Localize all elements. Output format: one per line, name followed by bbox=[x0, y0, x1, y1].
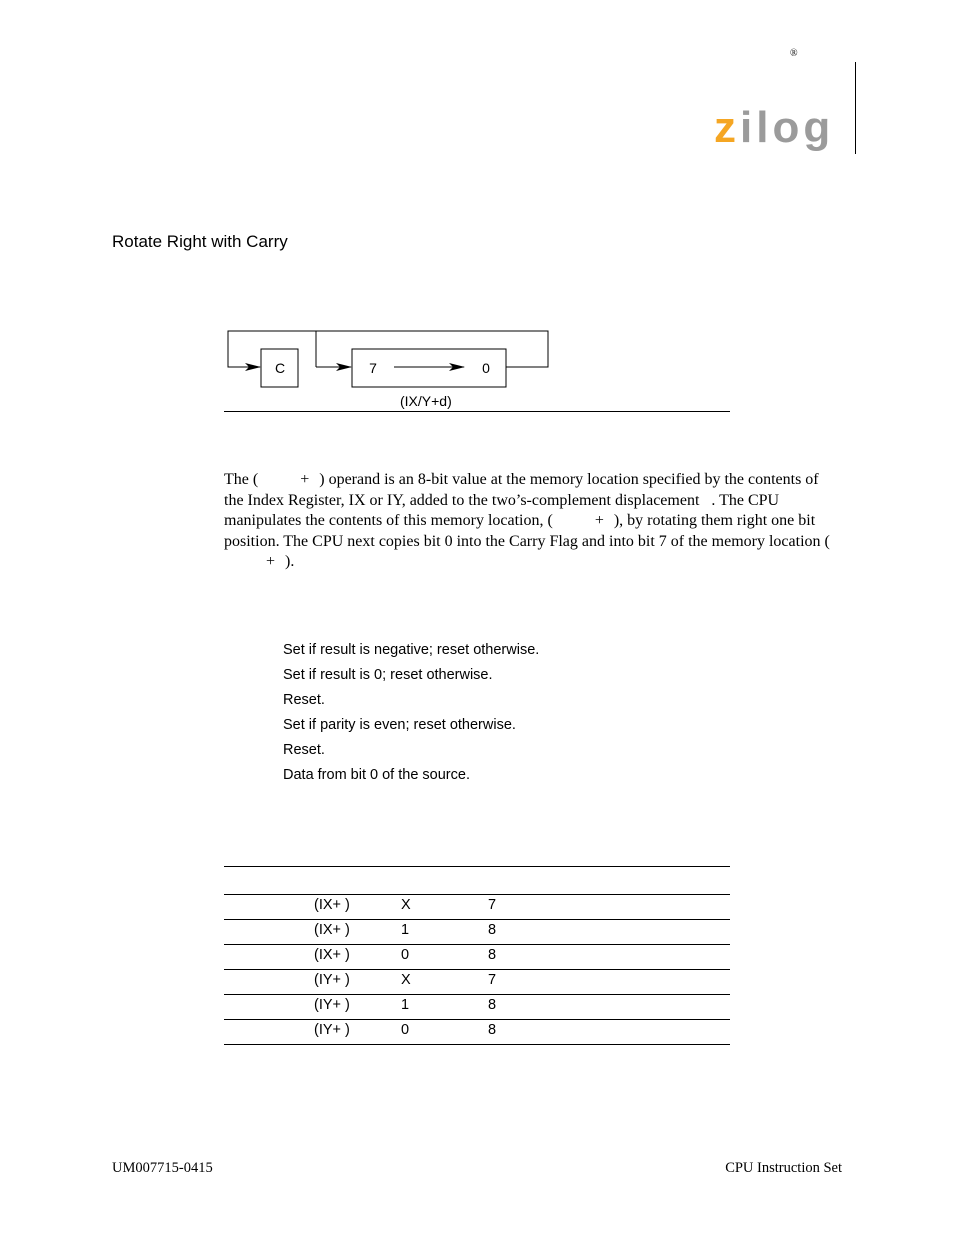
diagram-caption: (IX/Y+d) bbox=[400, 393, 452, 409]
table-row: (IX+ ) 1 8 bbox=[224, 920, 730, 945]
description-paragraph: The ( + ) operand is an 8-bit value at the memory location specified by the contents of the Index Register, IX or IY, added to the two’s-complement displacement . The CPU manipulates the contents of this memory location, ( + ), by rotating them right one bit position. The CPU next copies bit 0 into the Carry Flag and into bit 7 of the memory location (+ ). bbox=[224, 471, 830, 570]
header-divider bbox=[855, 62, 856, 154]
carry-label: C bbox=[274, 360, 286, 376]
flag-pv-effect: Set if parity is even; reset otherwise. bbox=[283, 717, 516, 733]
registered-mark: ® bbox=[790, 48, 798, 59]
rotate-diagram bbox=[220, 322, 740, 417]
table-row: (IY+ ) 1 8 bbox=[224, 995, 730, 1020]
footer-doc-id: UM007715-0415 bbox=[112, 1160, 213, 1176]
flag-s-effect: Set if result is negative; reset otherwise. bbox=[283, 642, 540, 658]
svg-text:zilog: zilog bbox=[714, 104, 835, 152]
table-row: (IY+ ) 0 8 bbox=[224, 1020, 730, 1045]
table-header bbox=[224, 866, 730, 895]
flag-h-effect: Reset. bbox=[283, 692, 325, 708]
flag-c-effect: Data from bit 0 of the source. bbox=[283, 767, 470, 783]
bit0-label: 0 bbox=[482, 360, 490, 376]
bit7-label: 7 bbox=[369, 360, 377, 376]
section-title: Rotate Right with Carry bbox=[112, 232, 288, 251]
flag-effects-list bbox=[283, 641, 539, 791]
table-row: (IX+ ) 0 8 bbox=[224, 945, 730, 970]
zilog-logo bbox=[714, 104, 844, 160]
flag-n-effect: Reset. bbox=[283, 742, 325, 758]
table-row: (IY+ ) X 7 bbox=[224, 970, 730, 995]
flag-z-effect: Set if result is 0; reset otherwise. bbox=[283, 667, 493, 683]
footer-section-name: CPU Instruction Set bbox=[725, 1160, 842, 1176]
timing-table bbox=[224, 866, 730, 1045]
table-row: (IX+ ) X 7 bbox=[224, 895, 730, 920]
diagram-rule bbox=[224, 411, 730, 412]
